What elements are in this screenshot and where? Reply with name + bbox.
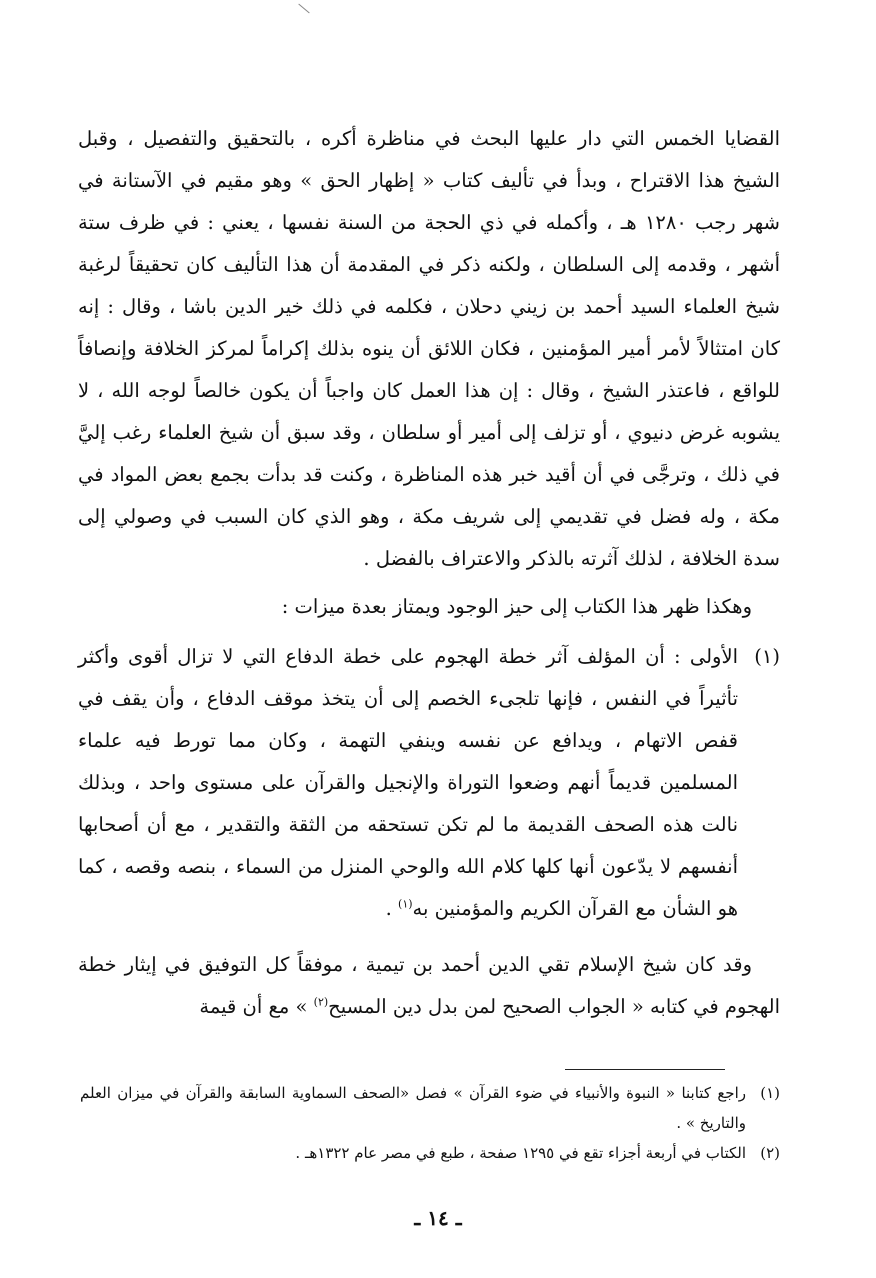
paragraph-1: القضايا الخمس التي دار عليها البحث في مناظرة أكره ، بالتحقيق والتفصيل ، وقبل الشيخ هذا الاقتراح ، وبدأ في تأليف كتاب « إظهار الحق » وهو مقيم في الآستانة في شهر رجب ١٢٨٠ هـ ، وأكمله في ذي الحجة من السنة نفسها ، يعني : في ظرف ستة أشهر ، وقدمه إلى السلطان ، ولكنه ذكر في المقدمة أن هذا التأليف كان تحقيقاً لرغبة شيخ العلماء السيد أحمد بن زيني دحلان ، فكلمه في ذلك خير الدين باشا ، وقال : إنه كان امتثالاً لأمر أمير المؤمنين ، فكان اللائق أن ينوه بذلك إكراماً لمركز الخلافة وإنصافاً للواقع ، فاعتذر الشيخ ، وقال : إن هذا العمل كان واجباً أن يكون خالصاً لوجه الله ، لا يشوبه غرض دنيوي ، أو تزلف إلى أمير أو سلطان ، وقد سبق أن شيخ العلماء رغب إليَّ في ذلك ، وترجَّى في أن أقيد خبر هذه المناظرة ، وكنت قد بدأت بجمع بعض المواد في مكة ، وله فضل في تقديمي إلى شريف مكة ، وهو الذي كان السبب في وصولي إلى سدة الخلافة ، لذلك آثرته بالذكر والاعتراف بالفضل . (78, 127, 780, 570)
list-item-body: الأولى : أن المؤلف آثر خطة الهجوم على خطة الدفاع التي لا تزال أقوى وأكثر تأثيراً في النفس ، فإنها تلجىء الخصم إلى أن يتخذ موقف الدفاع ، وأن يقف في قفص الاتهام ، ويدافع عن نفسه وينفي التهمة ، وكان مما تورط فيه علماء المسلمين قديماً أنهم وضعوا التوراة والإنجيل والقرآن على مستوى واحد ، وبذلك نالت هذه الصحف القديمة ما لم تكن تستحقه من الثقة والتقدير ، مع أن أصحابها أنفسهم لا يدّعون أنها كلها كلام الله والوحي المنزل من السماء ، بنصه وقصه ، كما هو الشأن مع القرآن الكريم والمؤمنين به (78, 645, 738, 920)
footnotes (80, 1078, 780, 1168)
main-text (78, 118, 780, 1028)
footnote-ref-2: (٢) (313, 995, 329, 1009)
footnote-2 (80, 1138, 780, 1168)
paragraph-2: وهكذا ظهر هذا الكتاب إلى حيز الوجود ويمتاز بعدة ميزات : (281, 595, 752, 618)
paragraph-3-body: وقد كان شيخ الإسلام تقي الدين أحمد بن تيمية ، موفقاً كل التوفيق في إيثار خطة الهجوم في كتابه « الجواب الصحيح لمن بدل دين المسيح (78, 953, 780, 1018)
list-item-text (78, 636, 738, 930)
scan-mark (298, 4, 309, 14)
footnote-ref-1: (١) (398, 897, 413, 911)
paragraph-3 (78, 944, 780, 1028)
list-item-end: . (385, 897, 399, 920)
paragraph-3-end: » مع أن قيمة (199, 995, 314, 1018)
page-number: ـ ١٤ ـ (414, 1206, 462, 1230)
footnote-number: (٢) (760, 1144, 780, 1162)
footnote-text: الكتاب في أربعة أجزاء تقع في ١٢٩٥ صفحة ، طبع في مصر عام ١٣٢٢هـ . (295, 1144, 746, 1162)
footnote-text: راجع كتابنا « النبوة والأنبياء في ضوء القرآن » فصل «الصحف السماوية السابقة والقرآن في ميزان العلم والتاريخ » . (80, 1084, 746, 1132)
footnote-1 (80, 1078, 780, 1138)
list-item-number: (١) (754, 645, 780, 668)
list-item (78, 636, 780, 930)
features-list (78, 636, 780, 930)
footnote-number: (١) (760, 1084, 780, 1102)
footnote-separator (565, 1069, 725, 1070)
